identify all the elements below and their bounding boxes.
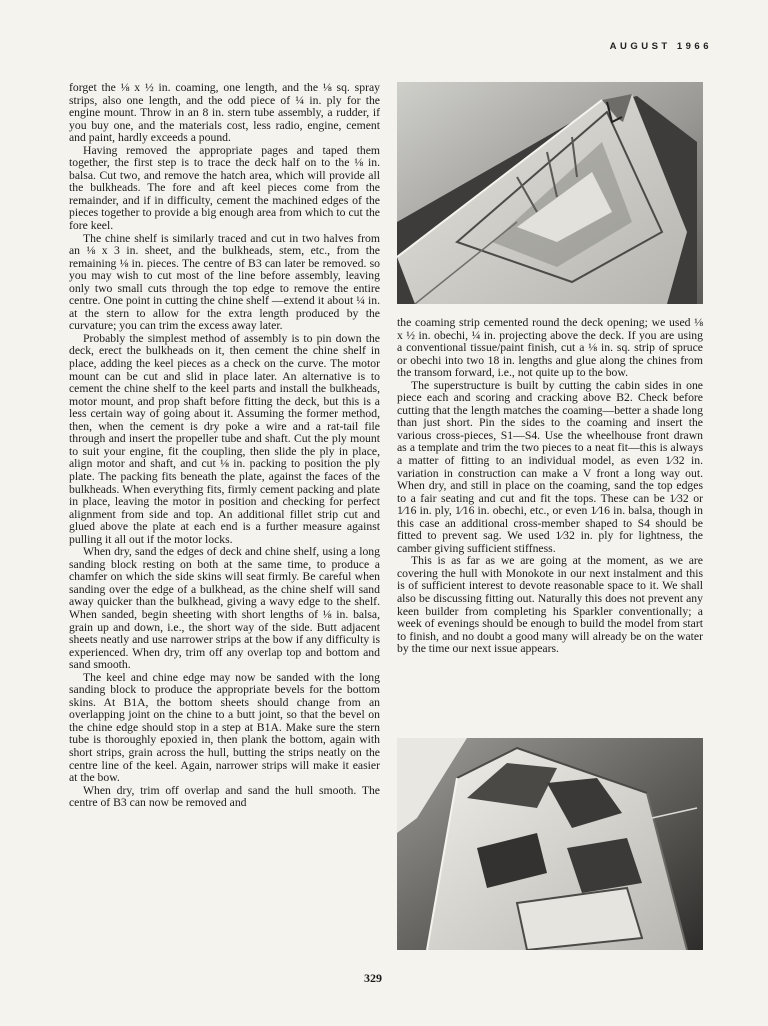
left-paragraph-7: When dry, trim off overlap and sand the hull smooth. The centre of B3 can now be removed and bbox=[69, 783, 380, 810]
right-paragraph-2: The superstructure is built by cutting the cabin sides in one piece each and scoring and cracking above B2. Check before cutting that the length matches the coaming—better a shade long than just short. Pin the sides to the coaming and insert the various cross-pieces, S1—S4. Use the wheelhouse front drawn as a template and trim the two pieces to a neat fit—this is always a matter of fitting to an individual model, as even 1⁄32 in. variation in construction can make a V front a long way out. When dry, and still in place on the coaming, sand the top edges to a fair seating and cut and fit the tops. These can be 1⁄32 or 1⁄16 in. ply, 1⁄16 in. obechi, etc., or even 1⁄16 in. balsa, though in this case an additional cross-member shaped to S4 should be fitted to prevent sag. We used 1⁄32 in. ply for lightness, the camber giving sufficient stiffness. bbox=[397, 378, 703, 555]
left-paragraph-1: forget the ⅛ x ½ in. coaming, one length, and the ⅛ sq. spray strips, also one length, and the odd piece of ¼ in. ply for the engine mount. Throw in an 8 in. stern tube assembly, a rudder, if you buy one, and the materials cost, less radio, engine, cement and paint, hardly exceeds a pound. bbox=[69, 81, 380, 145]
left-column bbox=[69, 82, 380, 810]
right-paragraph-1: the coaming strip cemented round the deck opening; we used ⅛ x ½ in. obechi, ¼ in. projecting above the deck. If you are using a conventional tissue/paint finish, cut a ⅛ in. sq. strip of spruce or obechi into two 18 in. lengths and glue along the chines from the transom forward, i.e., not quite up to the bow. bbox=[397, 316, 703, 380]
superstructure-photo-image bbox=[397, 738, 703, 950]
hull-framework-photo-image bbox=[397, 82, 703, 304]
page-number: 329 bbox=[364, 971, 382, 985]
issue-header: AUGUST 1966 bbox=[609, 41, 712, 52]
left-paragraph-4: Probably the simplest method of assembly is to pin down the deck, erect the bulkheads on it, then cement the chine shelf in place, adding the keel pieces as a check on the curve. The motor mount can be cut and slid in place later. An alternative is to cement the chine shelf to the keel parts and install the bulkheads, motor mount, and prop shaft before fitting the deck, but this is a less certain way of going about it. Assuming the former method, then, when the cement is dry poke a wire and a rat-tail file through and insert the propeller tube and shaft. Cut the ply mount to suit your engine, fit the coupling, then slide the ply in place, align motor and shaft, and cut ⅛ in. packing to position the ply plate. The packing fits beneath the plate, against the faces of the bulkheads. When everything fits, firmly cement packing and plate in place, leaving the motor in position and checking for perfect alignment from side and top. An additional fillet strip cut and glued above the plate at each end is a further measure against pulling it all out if the motor locks. bbox=[69, 331, 380, 546]
hull-framework-photo bbox=[397, 82, 703, 304]
left-paragraph-6: The keel and chine edge may now be sanded with the long sanding block to produce the appropriate bevels for the bottom skins. At B1A, the bottom sheets should change from an overlapping joint on the chine to a butt joint, so that the bevel on the chine edge should stop in a step at B1A. Make sure the stern tube is thoroughly epoxied in, then plank the bottom, again with short strips, grain across the hull, butting the strips neatly on the centre line of the keel. Again, narrower strips will make it easier at the bow. bbox=[69, 670, 380, 785]
right-column bbox=[397, 317, 703, 656]
left-paragraph-3: The chine shelf is similarly traced and cut in two halves from an ⅛ x 3 in. sheet, and the bulkheads, stem, etc., from the remaining ⅛ in. pieces. The centre of B3 can later be removed. so you may wish to cut most of the line before assembly, leaving only two small cuts through the top edge to remove the entire centre. One point in cutting the chine shelf —extend it about ¼ in. at the stern to allow for the extra length produced by the curvature; you can trim the excess away later. bbox=[69, 231, 380, 333]
left-paragraph-5: When dry, sand the edges of deck and chine shelf, using a long sanding block resting on both at the same time, to produce a chamfer on which the side skins will seat firmly. Be careful when sanding over the edge of a bulkhead, as the chine shelf will sand away quicker than the bulkhead, giving a wavy edge to the shelf. When sanded, begin sheeting with short lengths of ⅛ in. balsa, grain up and down, i.e., the short way of the side. Butt adjacent sheets neatly and use narrower strips at the bow if any difficulty is experienced. When dry, trim off any overlap top and bottom and sand smooth. bbox=[69, 545, 380, 672]
right-paragraph-3: This is as far as we are going at the moment, as we are covering the hull with Monokote in our next instalment and this is of sufficient interest to devote reasonable space to it. We shall also be discussing fitting out. Naturally this does not prevent any keen builder from completing his Sparkler conventionally; a week of evenings should be enough to build the model from start to finish, and no doubt a good many will already be on the water by the time our next issue appears. bbox=[397, 554, 703, 656]
superstructure-photo bbox=[397, 738, 703, 950]
left-paragraph-2: Having removed the appropriate pages and taped them together, the first step is to trace the deck half on to the ⅛ in. balsa. Cut two, and remove the hatch area, which will provide all the bulkheads. The fore and aft keel pieces come from the remainder, and if in difficulty, cement the machined edges of the pieces together to provide a big enough area from which to cut the fore keel. bbox=[69, 143, 380, 233]
